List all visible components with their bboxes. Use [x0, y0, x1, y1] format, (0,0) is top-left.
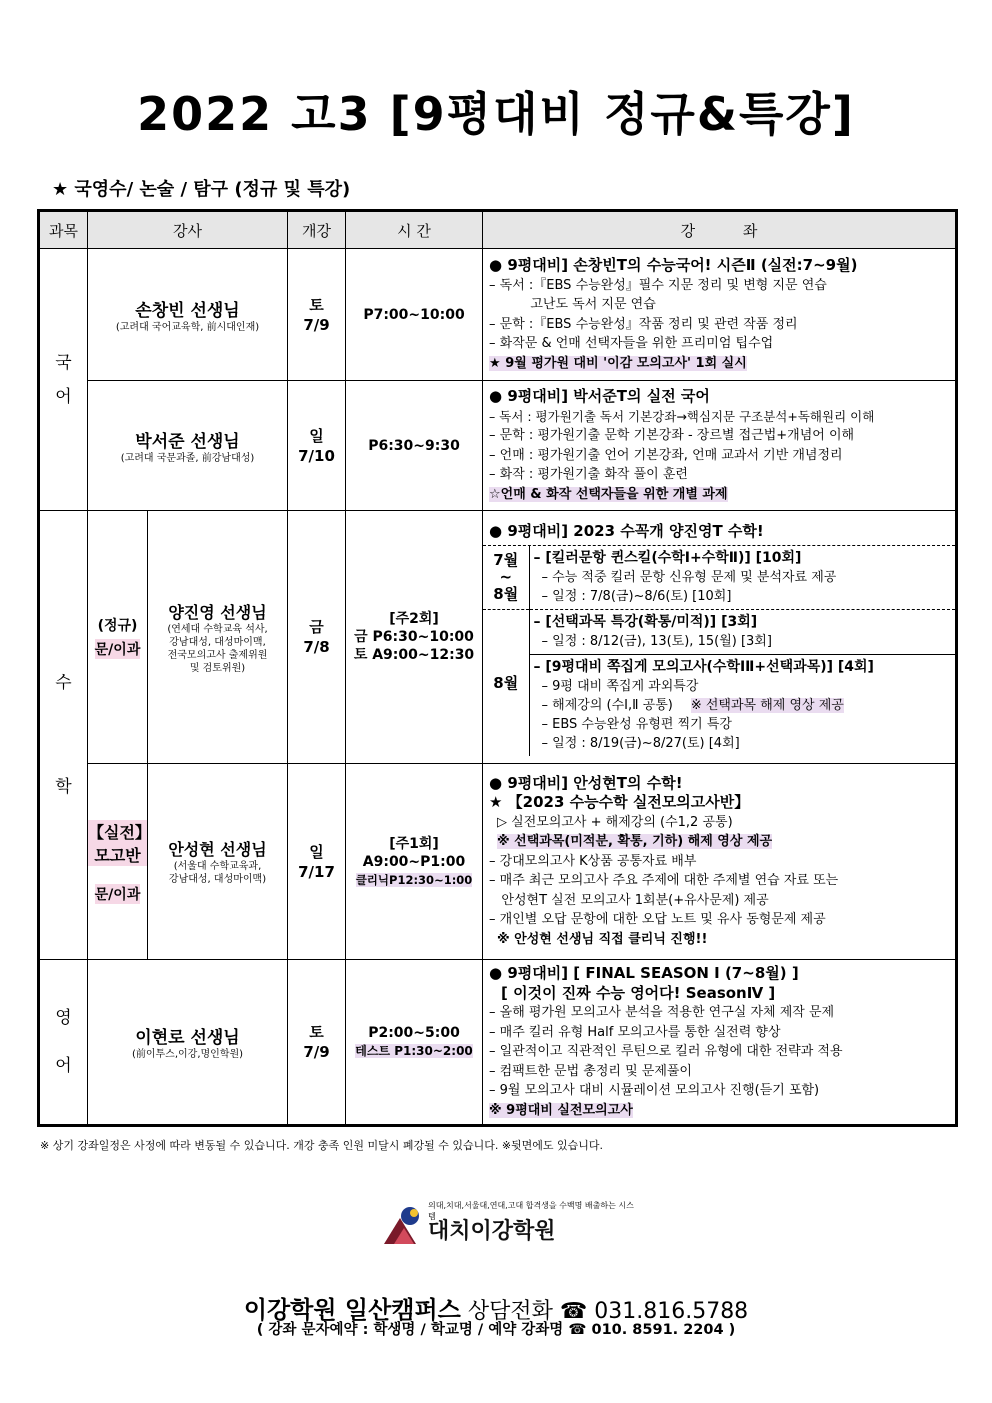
month-block: – [선택과목 특강(확통/미적)] [3회] – 일정 : 8/12(금), 13(토), 15(월) [3회]	[529, 610, 955, 655]
time-cell: [주2회] 금 P6:30~10:00 토 A9:00~12:30	[346, 511, 483, 764]
teacher-desc: (고려대 국문과졸, 前강남대성)	[120, 452, 255, 464]
course-line: – 문학 : 평가원기출 문학 기본강좌 - 장르별 접근법+개념어 이해	[489, 428, 855, 443]
course-line: 고난도 독서 지문 연습	[489, 297, 656, 312]
clinic-time: 클리닉P12:30~1:00	[355, 872, 473, 887]
course-note: ☆언매 & 화작 선택자들을 위한 개별 과제	[489, 486, 728, 502]
track-label: 【실전】	[88, 820, 147, 843]
open-cell: 일 7/10	[288, 381, 346, 511]
teacher-cell	[88, 960, 288, 1126]
schedule-table	[37, 209, 958, 1127]
table-header-row	[39, 211, 957, 249]
header-subject: 과목	[39, 211, 88, 249]
course-note: ※ 선택과목 해제 영상 제공	[690, 698, 844, 714]
teacher-name: 이현로 선생님	[135, 1028, 240, 1048]
page-title: 2022 고3 [9평대비 정규&특강]	[137, 87, 855, 141]
course-line: – 화작문 & 언매 선택자들을 위한 프리미엄 팁수업	[489, 336, 774, 351]
course-title: ● 9평대비] 박서준T의 실전 국어	[489, 387, 710, 405]
header-time: 시 간	[346, 211, 483, 249]
track-label: 모고반	[88, 843, 147, 866]
teacher-name: 양진영 선생님	[168, 602, 267, 622]
course-note: ※ 안성현 선생님 직접 클리닉 진행!!	[497, 931, 708, 947]
track-label: (정규)	[97, 618, 138, 634]
logo-name: 대치이강학원	[428, 1219, 556, 1244]
time-cell: P2:00~5:00 테스트 P1:30~2:00	[346, 960, 483, 1126]
course-note: ※ 9평대비 실전모의고사	[489, 1102, 633, 1118]
table-row	[39, 249, 957, 381]
month-block: – [킬러문항 퀸스킬(수학Ⅰ+수학Ⅱ)] [10회] – 수능 적중 킬러 문항 신유형 문제 및 분석자료 제공 – 일정 : 7/8(금)~8/6(토) [10회]	[529, 546, 955, 610]
campus-name: 이강학원 일산캠퍼스	[243, 1296, 461, 1324]
table-row	[39, 511, 957, 764]
course-title: ● 9평대비] 손창빈T의 수능국어! 시즌Ⅱ (실전:7~9월)	[489, 256, 858, 274]
open-cell: 토 7/9	[288, 960, 346, 1126]
teacher-name: 안성현 선생님	[168, 840, 267, 859]
track-label: 문/이과	[95, 639, 141, 659]
course-subtitle: [ 이것이 진짜 수능 영어다! SeasonⅣ ]	[501, 983, 776, 1002]
course-subtitle: ★ 【2023 수능수학 실전모의고사반】	[489, 793, 750, 812]
time-cell: [주1회] A9:00~P1:00 클리닉P12:30~1:00	[346, 764, 483, 960]
header-course: 강 좌	[483, 211, 957, 249]
course-cell: ● 9평대비] [ FINAL SEASON Ⅰ (7~8월) ] [ 이것이 진짜 수능 영어다! SeasonⅣ ] – 올해 평가원 모의고사 분석을 적용한 연구실 자체 제작 문제 – 매주 킬러 유형 Half 모의고사를 통한 실전력 향상 – 일관적이고 직관적인 루틴으로 킬러 유형에 대한 전략과 적용 – 컴팩트한 문법 총정리 및 문제풀이 – 9월 모의고사 대비 시뮬레이션 모의고사 진행(듣기 포함) ※ 9평대비 실전모의고사	[483, 960, 957, 1126]
time-cell: P7:00~10:00	[346, 249, 483, 381]
track-label: 문/이과	[95, 884, 141, 904]
section-subtitle: ★ 국영수/ 논술 / 탐구 (정규 및 특강)	[52, 179, 351, 200]
month-label: 8월	[483, 610, 529, 757]
month-label: 7월 ~ 8월	[483, 546, 529, 610]
open-cell: 일 7/17	[288, 764, 346, 960]
course-line: – 독서 :『EBS 수능완성』필수 지문 정리 및 변형 지문 연습	[489, 277, 827, 293]
table-row	[39, 381, 957, 511]
teacher-name: 손창빈 선생님	[135, 300, 240, 321]
course-line: – 독서 : 평가원기출 독서 기본강좌→핵심지문 구조분석+독해원리 이해	[489, 408, 875, 424]
header-open: 개강	[288, 211, 346, 249]
footnote: ※ 상기 강좌일정은 사정에 따라 변동될 수 있습니다. 개강 충족 인원 미달시 폐강될 수 있습니다. ※뒷면에도 있습니다.	[40, 1139, 604, 1152]
month-blocks	[483, 546, 955, 756]
course-cell	[483, 249, 957, 381]
course-title: ● 9평대비] [ FINAL SEASON Ⅰ (7~8월) ]	[489, 964, 799, 982]
course-cell: ● 9평대비] 안성현T의 수학! ★ 【2023 수능수학 실전모의고사반】 ▷ 실전모의고사 + 해제강의 (수1,2 공통) ※ 선택과목(미적분, 확통, 기하) 해제 영상 제공 – 강대모의고사 K상품 공통자료 배부 – 매주 최근 모의고사 주요 주제에 대한 주제별 연습 자료 또는 안성현T 실전 모의고사 1회분(+유사문제) 제공 – 개인별 오답 문항에 대한 오답 노트 및 유사 동형문제 제공 ※ 안성현 선생님 직접 클리닉 진행!!	[483, 764, 957, 960]
teacher-cell	[88, 249, 288, 381]
month-block: – [9평대비 쪽집게 모의고사(수학ⅠⅡ+선택과목)] [4회] – 9평 대비 쪽집게 과외특강 – 해제강의 (수Ⅰ,Ⅱ 공통) ※ 선택과목 해제 영상 제공 – EBS 수능완성 유형편 찍기 특강 – 일정 : 8/19(금)~8/27(토) [4회]	[533, 659, 874, 752]
teacher-desc: (고려대 국어교육학, 前시대인재)	[115, 321, 260, 333]
course-title: ● 9평대비] 2023 수꼭개 양진영T 수학!	[483, 518, 955, 547]
academy-logo	[380, 1200, 640, 1260]
teacher-cell	[88, 381, 288, 511]
course-cell	[483, 511, 957, 764]
subject-english: 영 어	[39, 960, 88, 1126]
course-line: – 언매 : 평가원기출 언어 기본강좌, 언매 교과서 기반 개념정리	[489, 447, 843, 463]
course-line: – 화작 : 평가원기출 화작 풀이 훈련	[489, 467, 688, 482]
course-cell	[483, 381, 957, 511]
logo-tagline: 의대,치대,서울대,연대,고대 합격생을 수백명 배출하는 시스템	[428, 1201, 634, 1221]
open-cell: 토 7/9	[288, 249, 346, 381]
track-cell	[88, 764, 151, 960]
teacher-cell: 안성현 선생님 (서울대 수학교육과, 강남대성, 대성마이맥)	[148, 764, 288, 960]
reservation-info: ( 강좌 문자예약 : 학생명 / 학교명 / 예약 강좌명 ☎ 010. 8591. 2204 )	[256, 1322, 736, 1338]
header-teacher: 강사	[88, 211, 288, 249]
teacher-name: 박서준 선생님	[135, 431, 240, 452]
open-cell: 금 7/8	[288, 511, 346, 764]
logo-mountain-icon	[380, 1204, 426, 1250]
course-title: ● 9평대비] 안성현T의 수학!	[489, 773, 683, 792]
course-line: – 문학 :『EBS 수능완성』작품 정리 및 관련 작품 정리	[489, 316, 798, 332]
teacher-cell: 양진영 선생님 (연세대 수학교육 석사, 강남대성, 대성마이맥, 전국모의고사 출제위원 및 검토위원)	[148, 511, 288, 764]
subject-math: 수 학	[39, 511, 88, 960]
campus-phone: 상담전화 ☎ 031.816.5788	[467, 1299, 749, 1324]
table-row	[39, 764, 957, 960]
course-note: ★ 9월 평가원 대비 '이감 모의고사' 1회 실시	[489, 355, 747, 371]
teacher-desc: (前이투스,이강,명인학원)	[131, 1049, 244, 1060]
table-row	[39, 960, 957, 1126]
subject-korean: 국 어	[39, 249, 88, 511]
track-cell	[88, 511, 148, 764]
test-time: 테스트 P1:30~2:00	[355, 1044, 473, 1058]
time-cell: P6:30~9:30	[346, 381, 483, 511]
